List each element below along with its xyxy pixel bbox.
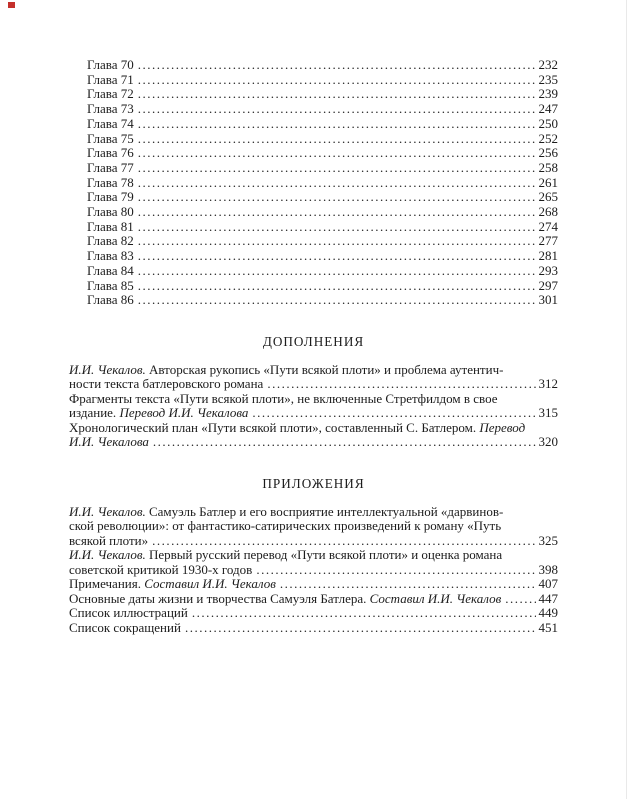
dot-leader [138,279,536,294]
page-number: 235 [538,71,558,87]
toc-text-segment: И.И. Чекалов. [69,503,146,519]
toc-row-text [69,421,525,436]
toc-row-text [87,176,134,191]
toc-row-text [87,234,134,249]
toc-entry [69,392,558,421]
toc-text-segment: ской революции»: от фантастико-сатирических произведений к роману «Путь [69,518,502,534]
toc-entry [69,621,558,636]
chapter-row [87,176,558,191]
page-number: 325 [538,532,558,548]
dot-leader [138,58,536,73]
dot-leader [138,249,536,264]
page-number: 261 [538,174,558,190]
toc-row-text [87,117,134,132]
chapter-row [87,117,558,132]
toc-text-segment: И.И. Чекалова [69,434,149,450]
toc-text-segment: Список сокращений [69,619,181,635]
dot-leader [138,220,536,235]
toc-text-segment: Первый русский перевод «Пути всякой плоти» и оценка романа [145,547,503,563]
toc-row [69,621,558,636]
toc-text-segment: Составил И.И. Чекалов [144,576,276,592]
toc-row-text [69,592,501,607]
chapter-row [87,132,558,147]
toc-row-text [69,621,181,636]
toc-text-segment: И.И. Чекалов. [69,547,146,563]
toc-row-text [69,548,502,563]
toc-text-segment: Фрагменты текста «Пути всякой плоти», не включенные Стретфилдом в свое [69,390,498,406]
toc-text-segment: Список иллюстраций [69,605,188,621]
toc-text-segment: ности текста батлеровского романа [69,376,264,392]
toc-row [69,548,558,563]
toc-entry [69,548,558,577]
toc-row [69,377,558,392]
toc-text-segment: Глава 84 [87,262,134,278]
toc-text-segment: Основные даты жизни и творчества Самуэля Батлера. [69,590,370,606]
page-number: 293 [538,262,558,278]
chapter-row [87,205,558,220]
toc-text-segment: Глава 75 [87,130,134,146]
dot-leader [267,377,535,392]
toc-text-segment: Перевод [479,419,526,435]
toc-row-text [69,363,503,378]
section-heading: ДОПОЛНЕНИЯ [262,333,365,349]
page-number: 268 [538,204,558,220]
toc-entry [69,606,558,621]
section-heading: ПРИЛОЖЕНИЯ [262,475,365,491]
dot-leader [505,592,535,607]
toc-text-segment: Авторская рукопись «Пути всякой плоти» и проблема аутентич- [145,361,504,377]
chapter-row [87,87,558,102]
toc-row-text [87,73,134,88]
toc-row [69,519,558,534]
dot-leader [138,190,536,205]
chapter-row [87,146,558,161]
toc-row-text [87,102,134,117]
dot-leader [280,577,536,592]
toc-row [69,406,558,421]
toc-row [69,392,558,407]
toc-text-segment: Самуэль Батлер и его восприятие интеллектуальной «дарвинов- [145,503,504,519]
chapter-row [87,58,558,73]
toc-row-text [87,264,134,279]
chapter-row [87,73,558,88]
toc-text-segment: издание. [69,405,120,421]
dot-leader [138,264,536,279]
toc-row-text [69,435,149,450]
page-number: 247 [538,101,558,117]
dot-leader [185,621,536,636]
toc-row [69,577,558,592]
dot-leader [138,176,536,191]
dot-leader [138,87,536,102]
toc-text-segment: Примечания. [69,576,145,592]
toc-row-text [87,146,134,161]
chapter-row [87,293,558,308]
toc-row-text [87,58,134,73]
toc-row-text [87,249,134,264]
toc-text-segment: Глава 85 [87,277,134,293]
toc-entry [69,592,558,607]
scan-corner-mark [8,2,15,8]
toc-row-text [69,534,148,549]
page-number: 250 [538,115,558,131]
toc-text-segment: Составил И.И. Чекалов [369,590,502,606]
toc-row-text [87,132,134,147]
toc-row-text [87,87,134,102]
toc-row-text [69,406,248,421]
toc-sections [69,334,558,636]
dot-leader [138,73,536,88]
toc-text-segment: Глава 71 [87,71,134,87]
toc-row [69,606,558,621]
toc-entry [69,577,558,592]
toc-entry [69,363,558,392]
dot-leader [252,406,535,421]
page-number: 449 [538,605,558,621]
toc-row [69,505,558,520]
toc-row-text [87,279,134,294]
toc-row [69,534,558,549]
chapter-row [87,220,558,235]
page-number: 258 [538,159,558,175]
page-number: 265 [538,189,558,205]
toc-text-segment: Глава 72 [87,86,134,102]
dot-leader [138,102,536,117]
toc-row-text [69,505,503,520]
toc-text-segment: Глава 73 [87,101,134,117]
page-number: 407 [538,576,558,592]
page-number: 277 [538,233,558,249]
page-number: 447 [538,590,558,606]
toc-text-segment: Глава 82 [87,233,134,249]
toc-text-segment: И.И. Чекалов. [69,361,146,377]
dot-leader [138,234,536,249]
toc-row-text [69,577,276,592]
chapter-row [87,102,558,117]
dot-leader [256,563,535,578]
toc-text-segment: Глава 80 [87,204,134,220]
toc-text-segment: Глава 77 [87,159,134,175]
toc-row [69,563,558,578]
toc-row-text [69,606,188,621]
page-number: 297 [538,277,558,293]
dot-leader [138,293,536,308]
page-number: 252 [538,130,558,146]
toc-content [69,58,558,635]
page-number: 232 [538,57,558,72]
toc-row-text [87,293,134,308]
page-number: 320 [538,434,558,450]
chapter-row [87,234,558,249]
dot-leader [192,606,536,621]
page-number: 256 [538,145,558,161]
toc-row-text [87,161,134,176]
toc-row-text [69,519,501,534]
toc-row-text [87,190,134,205]
dot-leader [152,534,535,549]
page-number: 239 [538,86,558,102]
toc-row [69,435,558,450]
chapter-list [69,58,558,308]
toc-row-text [69,392,498,407]
toc-row-text [87,220,134,235]
toc-text-segment: Перевод И.И. Чекалова [119,405,249,421]
chapter-row [87,264,558,279]
toc-text-segment: Глава 79 [87,189,134,205]
dot-leader [138,205,536,220]
chapter-row [87,279,558,294]
toc-text-segment: советской критикой 1930-х годов [69,561,253,577]
toc-row [69,592,558,607]
toc-text-segment: Глава 86 [87,292,134,308]
dot-leader [138,146,536,161]
chapter-row [87,190,558,205]
toc-row [69,363,558,378]
toc-text-segment: всякой плоти» [69,532,149,548]
chapter-row [87,249,558,264]
page-number: 312 [538,376,558,392]
toc-text-segment: Хронологический план «Пути всякой плоти», составленный С. Батлером. [69,419,480,435]
page-number: 451 [538,619,558,635]
toc-text-segment: Глава 70 [87,57,134,72]
toc-row-text [69,563,252,578]
toc-row-text [69,377,263,392]
toc-entry [69,421,558,450]
toc-text-segment: Глава 74 [87,115,134,131]
toc-text-segment: Глава 83 [87,248,134,264]
dot-leader [153,435,536,450]
page-number: 274 [538,218,558,234]
dot-leader [138,132,536,147]
chapter-row [87,161,558,176]
page-number: 398 [538,561,558,577]
toc-text-segment: Глава 78 [87,174,134,190]
page-number: 301 [538,292,558,308]
page-number: 281 [538,248,558,264]
toc-row [69,421,558,436]
toc-entry [69,505,558,549]
toc-row-text [87,205,134,220]
toc-text-segment: Глава 76 [87,145,134,161]
dot-leader [138,117,536,132]
page-number: 315 [538,405,558,421]
dot-leader [138,161,536,176]
toc-text-segment: Глава 81 [87,218,134,234]
